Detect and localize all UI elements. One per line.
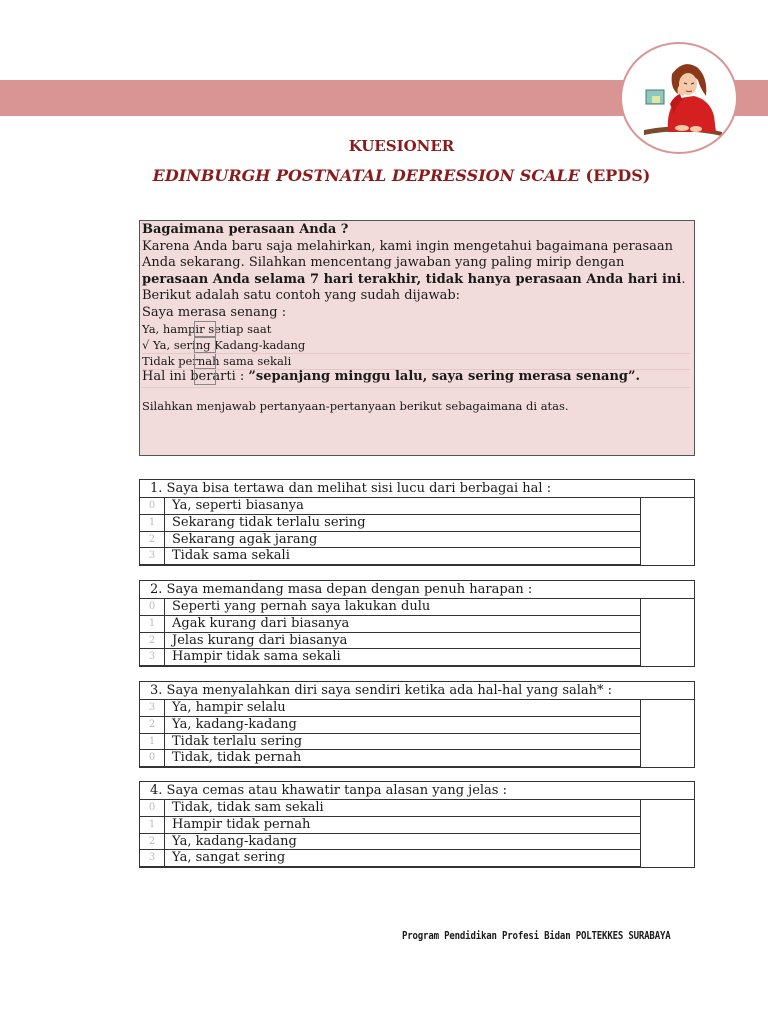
example-option: Ya, hampir setiap saat <box>142 322 272 336</box>
example-option: Tidak pernah sama sekali <box>142 354 292 368</box>
example-checkbox <box>194 337 216 353</box>
answer-option[interactable] <box>140 734 641 751</box>
example-block <box>142 305 692 386</box>
answer-options <box>140 498 694 565</box>
example-meaning <box>142 369 692 386</box>
page-subtitle <box>0 166 768 185</box>
option-score: 0 <box>140 599 165 615</box>
option-score: 2 <box>140 532 165 548</box>
answer-option[interactable] <box>140 649 641 666</box>
option-label: Tidak, tidak pernah <box>172 750 302 766</box>
instructions-box <box>139 220 695 456</box>
answer-option[interactable] <box>140 800 641 817</box>
answer-option[interactable] <box>140 498 641 515</box>
instructions-text-1: Karena Anda baru saja melahirkan, kami ingin mengetahui bagaimana perasaan Anda sekarang. Silahkan mencentang jawaban yang paling mirip dengan <box>142 238 673 270</box>
option-score: 3 <box>140 700 165 716</box>
option-label: Agak kurang dari biasanya <box>172 615 350 631</box>
question-table <box>139 681 695 768</box>
answer-option[interactable] <box>140 515 641 532</box>
example-question: Saya merasa senang : <box>142 304 287 320</box>
question-text: 3. Saya menyalahkan diri saya sendiri ketika ada hal-hal yang salah* : <box>140 682 694 700</box>
answer-options <box>140 800 694 867</box>
option-label: Ya, seperti biasanya <box>172 498 304 513</box>
answer-option[interactable] <box>140 532 641 549</box>
option-score: 3 <box>140 548 165 564</box>
option-score: 2 <box>140 633 165 649</box>
answer-options <box>140 700 694 767</box>
option-label: Hampir tidak sama sekali <box>172 649 341 665</box>
answer-option[interactable] <box>140 599 641 616</box>
example-checkbox <box>194 353 216 369</box>
option-score: 0 <box>140 800 165 816</box>
example-checkbox <box>194 321 216 337</box>
footer-text: Program Pendidikan Profesi Bidan POLTEKKES SURABAYA <box>402 930 671 942</box>
divider <box>142 353 690 354</box>
instructions-paragraph <box>142 239 692 305</box>
answer-column-divider <box>640 599 641 666</box>
option-score: 1 <box>140 734 165 750</box>
subtitle-italic: EDINBURGH POSTNATAL DEPRESSION SCALE <box>152 166 580 185</box>
answer-option[interactable] <box>140 616 641 633</box>
question-text: 4. Saya cemas atau khawatir tanpa alasan yang jelas : <box>140 782 694 800</box>
option-label: Ya, kadang-kadang <box>172 833 297 849</box>
answer-option[interactable] <box>140 717 641 734</box>
example-option: √ Ya, sering Kadang-kadang <box>142 338 306 352</box>
page-title: KUESIONER <box>348 137 455 155</box>
instructions-heading: Bagaimana perasaan Anda ? <box>142 222 349 237</box>
option-label: Hampir tidak pernah <box>172 816 311 832</box>
option-score: 3 <box>140 850 165 866</box>
option-score: 0 <box>140 498 165 514</box>
answer-option[interactable] <box>140 700 641 717</box>
option-label: Ya, hampir selalu <box>172 700 286 715</box>
question-table <box>139 580 695 667</box>
question-text: 1. Saya bisa tertawa dan melihat sisi lucu dari berbagai hal : <box>140 480 694 498</box>
instructions-text-2: . Berikut adalah satu contoh yang sudah dijawab: <box>142 271 686 303</box>
option-score: 1 <box>140 616 165 632</box>
answer-option[interactable] <box>140 750 641 767</box>
answer-option[interactable] <box>140 548 641 565</box>
option-score: 2 <box>140 834 165 850</box>
option-label: Sekarang tidak terlalu sering <box>172 514 366 530</box>
option-score: 1 <box>140 515 165 531</box>
answer-column-divider <box>640 800 641 867</box>
example-checkbox <box>194 369 216 385</box>
answer-option[interactable] <box>140 850 641 867</box>
answer-option[interactable] <box>140 834 641 851</box>
answer-options <box>140 599 694 666</box>
question-table <box>139 479 695 566</box>
divider <box>142 387 690 388</box>
instructions-closing: Silahkan menjawab pertanyaan-pertanyaan berikut sebagaimana di atas. <box>142 398 569 413</box>
question-table <box>139 781 695 868</box>
answer-option[interactable] <box>140 633 641 650</box>
option-label: Ya, kadang-kadang <box>172 716 297 732</box>
option-label: Tidak terlalu sering <box>172 733 303 749</box>
option-label: Jelas kurang dari biasanya <box>172 632 348 648</box>
question-text: 2. Saya memandang masa depan dengan penuh harapan : <box>140 581 694 599</box>
example-meaning-prefix: Hal ini berarti : <box>142 369 249 384</box>
example-meaning-bold: ”sepanjang minggu lalu, saya sering merasa senang”. <box>248 369 641 384</box>
option-label: Tidak, tidak sam sekali <box>172 800 324 815</box>
divider <box>142 369 690 370</box>
option-score: 0 <box>140 750 165 766</box>
option-label: Tidak sama sekali <box>172 548 290 564</box>
option-label: Seperti yang pernah saya lakukan dulu <box>172 599 431 614</box>
subtitle-abbrev: (EPDS) <box>579 166 651 185</box>
answer-column-divider <box>640 700 641 767</box>
option-label: Ya, sangat sering <box>172 850 286 866</box>
instructions-text-bold: perasaan Anda selama 7 hari terakhir, tidak hanya perasaan Anda hari ini <box>142 271 682 287</box>
option-score: 1 <box>140 817 165 833</box>
option-label: Sekarang agak jarang <box>172 531 318 547</box>
option-score: 3 <box>140 649 165 665</box>
answer-column-divider <box>640 498 641 565</box>
option-score: 2 <box>140 717 165 733</box>
answer-option[interactable] <box>140 817 641 834</box>
